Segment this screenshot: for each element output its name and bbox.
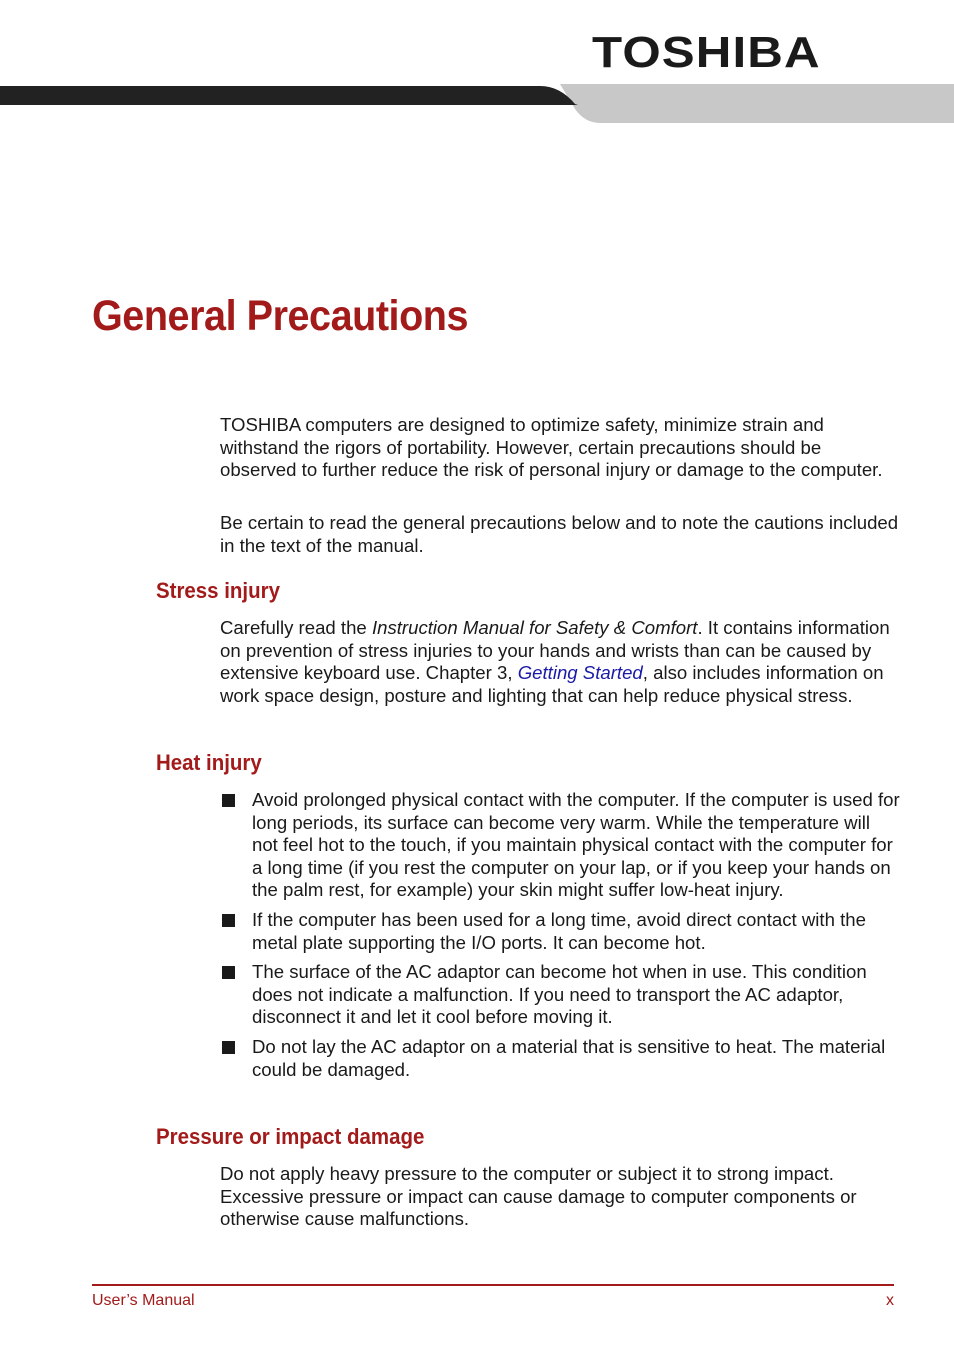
manual-title-reference: Instruction Manual for Safety & Comfort — [371, 617, 698, 638]
pressure-damage-paragraph: Do not apply heavy pressure to the computer or subject it to strong impact. Excessive pressure or impact can cause damage to computer components or otherwise cause malfunctions. — [220, 1163, 857, 1230]
section-heading-stress-injury: Stress injury — [156, 578, 280, 603]
header-band — [0, 84, 954, 128]
list-item — [220, 789, 900, 902]
bullet-square-icon — [222, 914, 235, 927]
section-heading-heat-injury: Heat injury — [156, 750, 262, 775]
stress-text-1: Carefully read the — [220, 617, 372, 638]
bullet-square-icon — [222, 794, 235, 807]
footer-divider — [92, 1284, 894, 1286]
list-item — [220, 909, 900, 954]
footer-manual-label: User’s Manual — [92, 1292, 195, 1309]
footer-page-number: x — [886, 1292, 894, 1309]
intro-paragraph-2: Be certain to read the general precautions below and to note the cautions included in the text of the manual. — [220, 512, 899, 556]
header-band-dark — [0, 86, 578, 105]
header-band-light — [560, 84, 954, 123]
list-item — [220, 961, 900, 1029]
list-item-text: Avoid prolonged physical contact with the computer. If the computer is used for long periods, its surface can become very warm. While the temperature will not feel hot to the touch, if you maintain physical contact with the computer for a long time (if you rest the computer on your lap, or if you keep your hands on the palm rest, for example) your skin might suffer low-heat injury. — [252, 789, 900, 901]
toshiba-logo: TOSHIBA — [592, 28, 821, 77]
getting-started-link[interactable]: Getting Started — [517, 662, 643, 684]
list-item-text: Do not lay the AC adaptor on a material that is sensitive to heat. The material could be damaged. — [252, 1035, 886, 1080]
stress-text-3: , also includes information on work space design, posture and lighting that can help reduce physical stress. — [220, 662, 884, 706]
bullet-square-icon — [222, 1041, 235, 1054]
list-item — [220, 1036, 900, 1081]
stress-text-2: . It contains information on prevention of stress injuries to your hands and wrists than can be caused by extensive keyboard use. Chapter 3, — [220, 617, 890, 684]
bullet-square-icon — [222, 966, 235, 979]
page-title: General Precautions — [92, 292, 469, 340]
section-heading-pressure-damage: Pressure or impact damage — [156, 1124, 425, 1149]
stress-injury-paragraph — [220, 617, 900, 707]
intro-paragraph-1: TOSHIBA computers are designed to optimize safety, minimize strain and withstand the rigors of portability. However, certain precautions should be observed to further reduce the risk of personal injury or damage to the computer. — [220, 414, 883, 481]
heat-injury-list — [220, 789, 900, 1088]
list-item-text: The surface of the AC adaptor can become hot when in use. This condition does not indicate a malfunction. If you need to transport the AC adaptor, disconnect it and let it cool before moving it. — [252, 961, 867, 1028]
list-item-text: If the computer has been used for a long time, avoid direct contact with the metal plate supporting the I/O ports. It can become hot. — [252, 908, 866, 953]
